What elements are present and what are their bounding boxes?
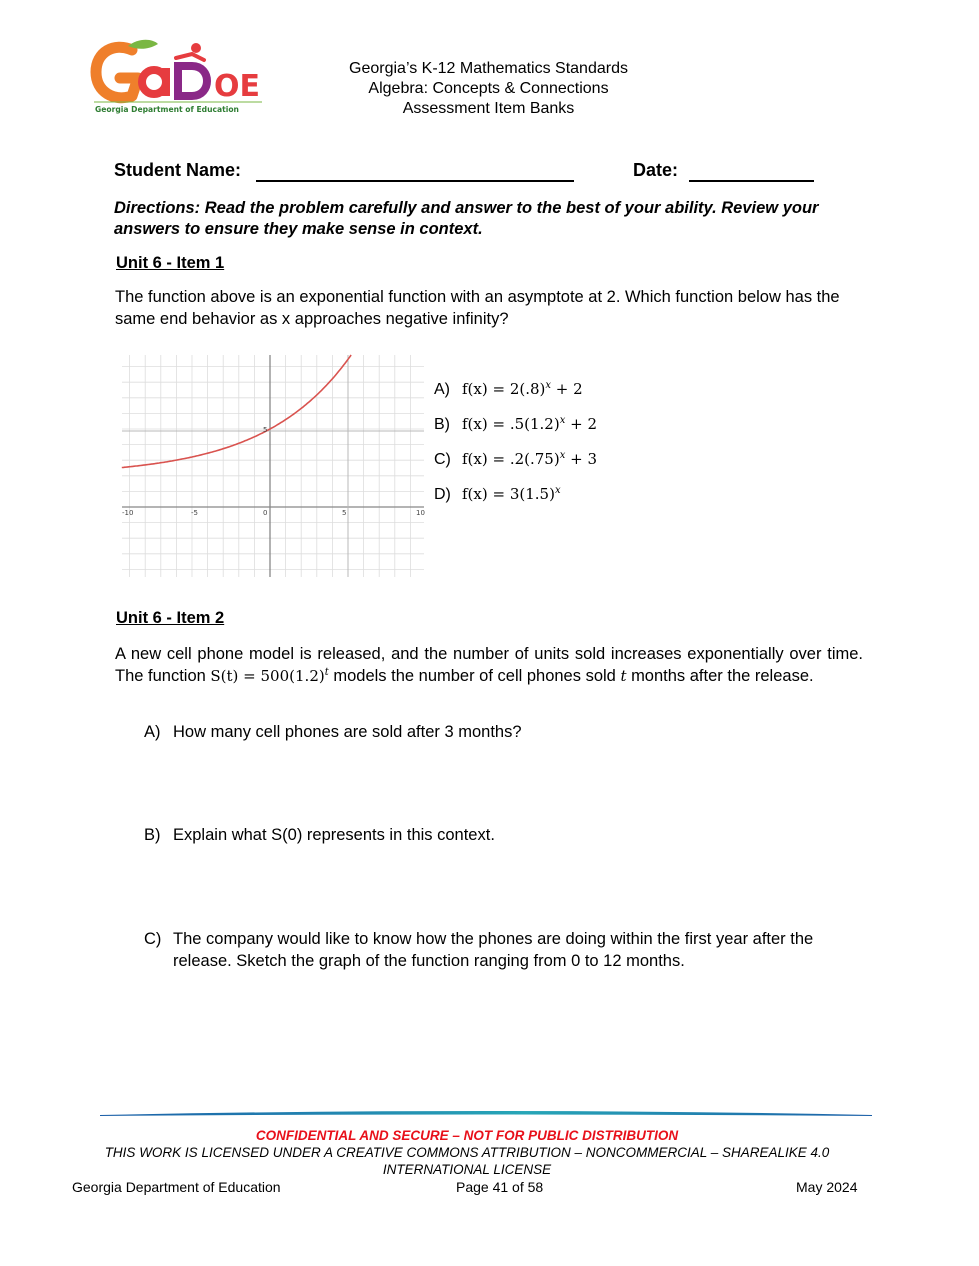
- directions: Directions: Read the problem carefully and answer to the best of your ability. Review your answers to ensure they make sense in context.: [114, 199, 819, 238]
- x-tick-label-neg10: -10: [122, 509, 134, 517]
- item2-subquestion-a: A) How many cell phones are sold after 3 months?: [144, 723, 522, 741]
- item1-choice-d[interactable]: D) $f(x) = 3(1.5)^x$: [434, 485, 561, 503]
- item1-choice-a[interactable]: A) $f(x) = 2(.8)^x + 2$: [434, 380, 583, 398]
- x-tick-label-10: 10: [416, 509, 425, 517]
- header-line-2: Algebra: Concepts & Connections: [368, 80, 609, 97]
- footer-license: THIS WORK IS LICENSED UNDER A CREATIVE COMMONS ATTRIBUTION – NONCOMMERCIAL – SHAREALIKE 4.0 INTERNATIONAL LICENSE: [104, 1145, 830, 1177]
- document-header: [300, 59, 677, 119]
- student-name-blank[interactable]: [256, 164, 574, 182]
- item1-title: Unit 6 - Item 1: [116, 254, 225, 272]
- footer-confidential: CONFIDENTIAL AND SECURE – NOT FOR PUBLIC DISTRIBUTION: [255, 1128, 679, 1143]
- item2-subquestion-b: B) Explain what S(0) represents in this context.: [144, 826, 495, 844]
- header-line-1: Georgia’s K-12 Mathematics Standards: [349, 60, 628, 77]
- item1-choice-b[interactable]: B) $f(x) = .5(1.2)^x + 2$: [434, 415, 597, 433]
- logo-wordmark-oe: OE: [214, 69, 260, 104]
- date-blank[interactable]: [689, 164, 814, 182]
- header-line-3: Assessment Item Banks: [402, 100, 575, 117]
- exponential-graph: [122, 355, 424, 577]
- item2-subquestion-c: C) The company would like to know how the phones are doing within the first year after the release. Sketch the graph of the function ranging from 0 to 12 months.: [144, 930, 814, 970]
- y-tick-label-5: 5: [263, 426, 268, 434]
- footer-page-number: Page 41 of 58: [456, 1179, 544, 1195]
- graph-grid: [122, 355, 424, 577]
- x-tick-label-neg5: -5: [191, 509, 198, 517]
- gadoe-logo: [92, 38, 264, 118]
- footer-rule: [100, 1109, 872, 1119]
- footer-organization: Georgia Department of Education: [72, 1179, 281, 1195]
- x-tick-label-0: 0: [263, 509, 268, 517]
- logo-caption: Georgia Department of Education: [95, 105, 239, 114]
- item1-question: The function above is an exponential function with an asymptote at 2. Which function below has the same end behavior as x approaches negative infinity?: [115, 288, 840, 328]
- item1-choice-c[interactable]: C) $f(x) = .2(.75)^x + 3$: [434, 450, 597, 468]
- date-label: Date:: [633, 160, 679, 180]
- footer-date: May 2024: [796, 1179, 858, 1195]
- student-name-label: Student Name:: [114, 160, 242, 180]
- item2-title: Unit 6 - Item 2: [116, 609, 225, 627]
- item2-question: A new cell phone model is released, and the number of units sold increases exponentially over time. The function $S(t) = 500(1.2)^t$ models the number of cell phones sold t months after the release.: [115, 645, 863, 685]
- x-tick-label-5: 5: [342, 509, 347, 517]
